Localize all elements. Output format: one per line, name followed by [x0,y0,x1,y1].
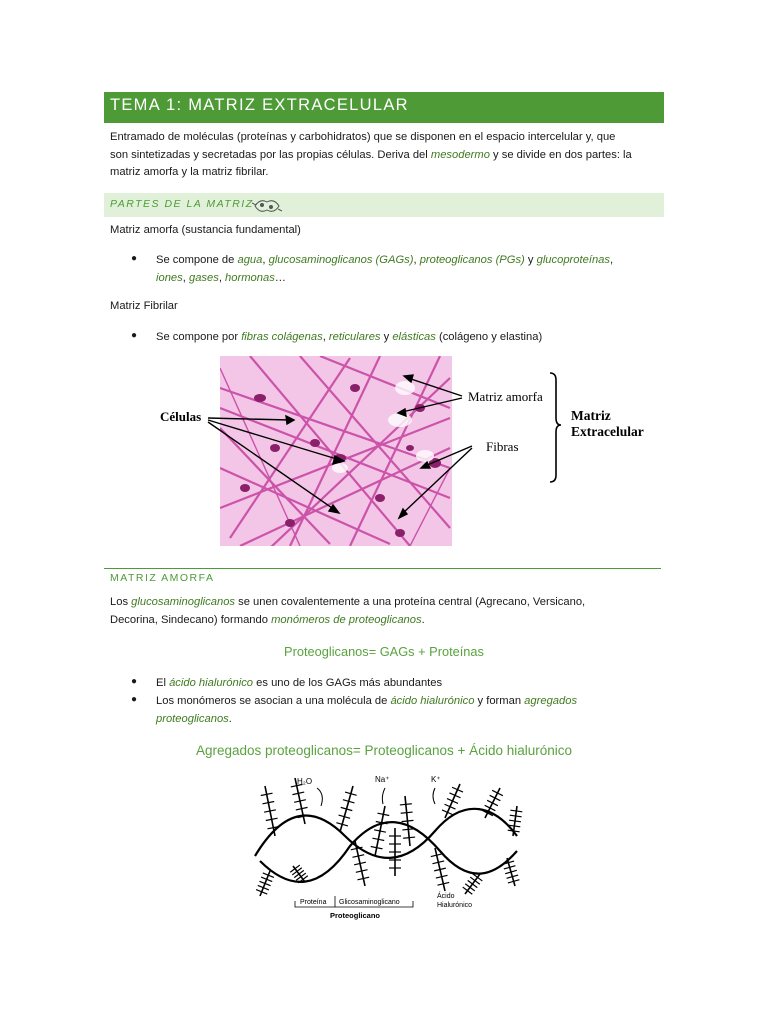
term-glucoproteinas: glucoproteínas [536,254,610,266]
hyaluronic-backbone [255,809,517,858]
fibrilar-heading: Matriz Fibrilar [110,300,178,312]
label-matriz-l1: Matriz [571,408,611,423]
proteoglycan-diagram [245,766,525,930]
term-elasticas: elásticas [392,331,436,343]
amorfa-bullet [156,252,661,287]
gag-paragraph [110,594,662,629]
term-monomeros: monómeros de proteoglicanos [271,613,422,626]
term-colagenas: fibras colágenas [241,331,323,343]
bullet-icon: ● [131,694,138,705]
gag-chain [510,815,522,817]
label-proteina: Proteína [300,899,327,906]
text: , [262,254,269,266]
ion-arrows [317,788,435,806]
brace [550,373,561,482]
gag-line-1 [110,594,662,612]
acido-bullet-2 [156,693,661,728]
label-proteoglicano: Proteoglicano [330,911,381,920]
label-na: Na⁺ [375,775,390,784]
gag-chain [402,829,414,830]
intro-text: son sintetizadas y secretadas por las propias células. Deriva del [110,148,431,161]
equation-agregados: Agregados proteoglicanos= Proteoglicanos + Ácido hialurónico [196,743,572,758]
text: y [380,331,393,343]
text: Los monómeros se asocian a una molécula de [156,695,391,707]
mesodermo-term: mesodermo [430,148,490,161]
bullet-icon: ● [131,676,138,687]
term-proteoglicanos: proteoglicanos [156,712,229,725]
text: es uno de los GAGs más abundantes [253,677,443,689]
text: Se compone de [156,254,238,266]
gag-chain [401,812,413,813]
gag-chain [487,800,498,805]
term-agregados: agregados [524,695,578,707]
acido-bullet-1 [156,675,661,693]
text: . [421,613,425,626]
term-gags: glucosaminoglicanos (GAGs) [268,254,414,266]
gag-chain [510,810,522,812]
term-agua: agua [237,254,263,266]
gag-chain [508,830,520,832]
gag-chain [294,870,304,877]
term-hormonas: hormonas [225,271,275,284]
section-heading-partes: PARTES DE LA MATRIZ [110,198,254,210]
label-fibras: Fibras [486,439,519,454]
text: , [322,331,329,343]
label-matriz-amorfa: Matriz amorfa [468,389,543,404]
text: , [218,271,226,284]
intro-line-1: Entramado de moléculas (proteínas y carbohidratos) que se disponen en el espacio intercelular y, que [110,131,616,143]
text: El [156,677,170,689]
text: Los [110,596,132,608]
fibrilar-bullet [156,329,661,347]
gag-chain [290,865,300,872]
label-acido: Ácido [437,893,455,900]
text: , [182,271,189,284]
gag-chain [292,868,302,875]
label-celulas: Células [160,409,202,424]
label-h2o: H₂O [297,777,313,786]
text: . [228,712,232,725]
equation-proteoglicanos: Proteoglicanos= GAGs + Proteínas [284,644,484,659]
label-hialuronico: Hialurónico [437,902,473,909]
text: , [413,254,420,266]
molecule-icon [250,193,284,217]
term-gases: gases [188,271,219,284]
text: … [274,271,286,284]
text: se unen covalentemente a una proteína central (Agrecano, Versicano, [235,596,586,608]
gag-line-2 [110,612,662,630]
intro-paragraph [110,129,662,182]
section-divider [104,568,661,569]
text: Decorina, Sindecano) formando [110,613,272,626]
label-matriz-l2: Extracelular [571,424,644,439]
intro-text: y se divide en dos partes: la [489,148,632,161]
proteoglycan-monomers [256,778,522,896]
gag-chain [492,790,503,795]
text: , [610,254,614,266]
term-pgs: proteoglicanos (PGs) [419,254,525,266]
text: Se compone por [156,331,242,343]
amorfa-heading: Matriz amorfa (sustancia fundamental) [110,224,301,236]
label-glicosaminoglicano: Glicosaminoglicano [339,899,400,906]
text: y [524,254,537,266]
bullet-icon: ● [131,253,138,264]
term-iones: iones [156,271,183,284]
section-heading-matriz-amorfa: MATRIZ AMORFA [110,572,215,584]
gag-chain [400,804,412,805]
term-reticulares: reticulares [328,331,381,343]
page-title: TEMA 1: MATRIZ EXTRACELULAR [110,96,409,114]
gag-chain [509,820,521,822]
bullet-icon: ● [131,330,138,341]
term-acido-hialuronico: ácido hialurónico [169,677,254,689]
text: (colágeno y elastina) [435,331,543,343]
term-glucosaminoglicanos: glucosaminoglicanos [131,596,236,608]
histology-figure [150,348,660,550]
term-acido-hialuronico: ácido hialurónico [390,695,475,707]
text: y forman [474,695,525,707]
intro-line-2 [110,147,662,165]
gag-chain [490,795,501,800]
label-k: K⁺ [431,775,441,784]
intro-line-3: matriz amorfa y la matriz fibrilar. [110,166,269,178]
gag-chain [296,873,306,880]
gag-chain [402,820,414,821]
gag-chain [403,837,415,838]
